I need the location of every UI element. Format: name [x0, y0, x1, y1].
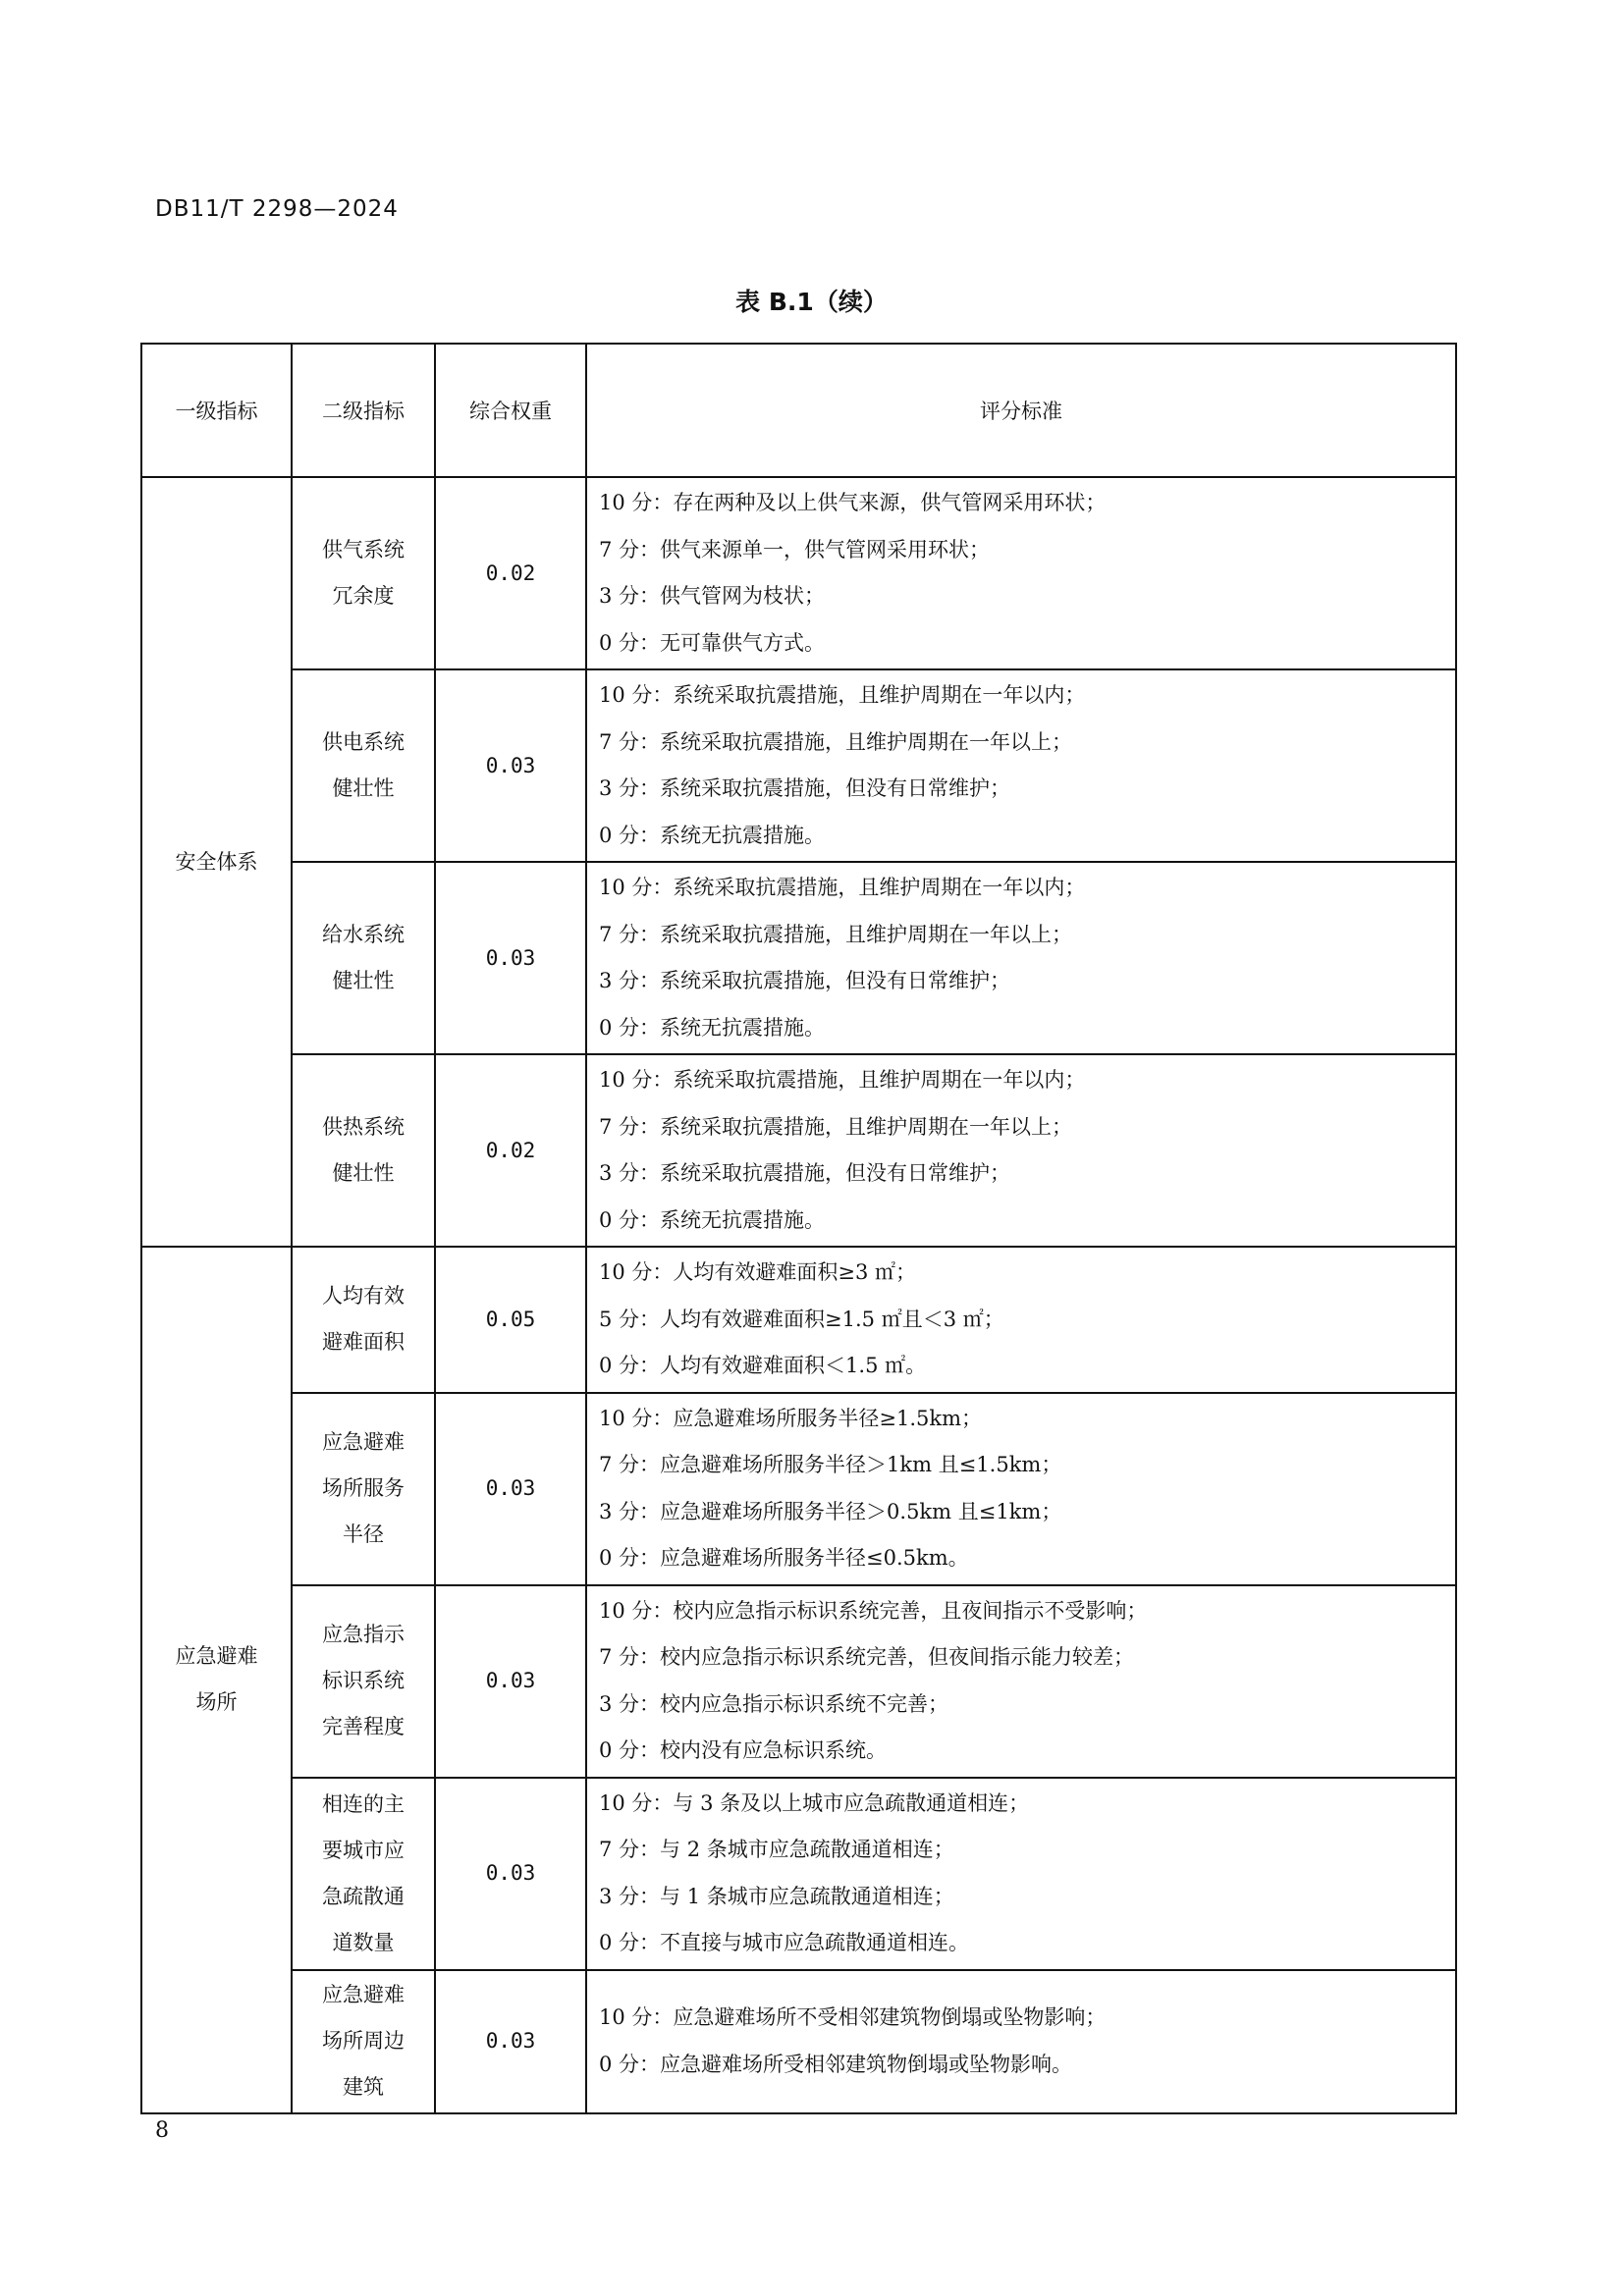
level2-indicator [292, 1054, 435, 1247]
criterion: 3 分：供气管网为枝状； [599, 584, 826, 608]
level2-indicator [292, 1247, 435, 1393]
weight-value: 0.02 [435, 1054, 586, 1247]
table-row [141, 669, 1456, 862]
weight-value: 0.02 [435, 477, 586, 669]
criterion: 7 分：系统采取抗震措施，且维护周期在一年以上； [599, 922, 1073, 946]
criterion: 3 分：校内应急指示标识系统不完善； [599, 1691, 949, 1716]
criterion: 10 分：应急避难场所不受相邻建筑物倒塌或坠物影响； [599, 2005, 1107, 2029]
criteria-cell [586, 1970, 1456, 2113]
criterion: 3 分：系统采取抗震措施，但没有日常维护； [599, 1161, 1011, 1185]
criterion: 7 分：与 2 条城市应急疏散通道相连； [599, 1838, 954, 1861]
criterion: 10 分：系统采取抗震措施，且维护周期在一年以内； [599, 683, 1086, 707]
criterion: 10 分：校内应急指示标识系统完善，且夜间指示不受影响； [599, 1598, 1148, 1623]
column-header-weight: 综合权重 [435, 344, 586, 477]
level2-line: 健壮性 [332, 969, 395, 992]
criterion: 7 分：校内应急指示标识系统完善，但夜间指示能力较差； [599, 1645, 1135, 1669]
scoring-table [140, 343, 1457, 2114]
level2-line: 场所服务 [322, 1476, 405, 1500]
level2-line: 冗余度 [332, 584, 395, 608]
level2-line: 应急避难 [322, 1430, 405, 1454]
level1-line: 应急避难 [175, 1644, 258, 1669]
criterion: 3 分：应急避难场所服务半径＞0.5km 且≤1km； [599, 1499, 1062, 1523]
table-header-row [141, 344, 1456, 477]
criterion: 7 分：系统采取抗震措施，且维护周期在一年以上； [599, 1114, 1073, 1139]
criteria-cell [586, 669, 1456, 862]
table-row [141, 1247, 1456, 1393]
criterion: 0 分：不直接与城市应急疏散通道相连。 [599, 1931, 970, 1954]
criterion: 10 分：应急避难场所服务半径≥1.5km； [599, 1406, 983, 1430]
level2-line: 场所周边 [322, 2029, 405, 2053]
document-id: DB11/T 2298—2024 [155, 196, 399, 222]
level2-indicator [292, 669, 435, 862]
criterion: 0 分：系统无抗震措施。 [599, 823, 826, 847]
weight-value: 0.03 [435, 1585, 586, 1778]
level2-line: 标识系统 [322, 1669, 405, 1692]
level2-line: 避难面积 [322, 1330, 405, 1355]
level2-line: 建筑 [343, 2075, 384, 2099]
level2-indicator [292, 1970, 435, 2113]
criterion: 10 分：与 3 条及以上城市应急疏散通道相连； [599, 1790, 1030, 1815]
level1-indicator: 安全体系 [141, 477, 292, 1247]
weight-value: 0.03 [435, 669, 586, 862]
criterion: 10 分：系统采取抗震措施，且维护周期在一年以内； [599, 876, 1086, 899]
criterion: 0 分：校内没有应急标识系统。 [599, 1738, 888, 1762]
level2-line: 要城市应 [322, 1838, 405, 1862]
column-header-level1: 一级指标 [141, 344, 292, 477]
column-header-level2: 二级指标 [292, 344, 435, 477]
criterion: 0 分：系统无抗震措施。 [599, 1015, 826, 1040]
table-row [141, 1970, 1456, 2113]
criterion: 0 分：系统无抗震措施。 [599, 1207, 826, 1232]
table-row [141, 1393, 1456, 1585]
weight-value: 0.03 [435, 1970, 586, 2113]
page-number: 8 [155, 2118, 169, 2143]
criterion: 7 分：应急避难场所服务半径＞1km 且≤1.5km； [599, 1453, 1062, 1476]
criteria-cell [586, 1778, 1456, 1970]
level2-line: 应急指示 [322, 1623, 405, 1646]
weight-value: 0.05 [435, 1247, 586, 1393]
level2-line: 相连的主 [322, 1791, 405, 1816]
criterion: 5 分：人均有效避难面积≥1.5 ㎡且＜3 ㎡； [599, 1307, 1004, 1331]
table-row [141, 1585, 1456, 1778]
criterion: 3 分：系统采取抗震措施，但没有日常维护； [599, 969, 1011, 992]
criterion: 0 分：应急避难场所受相邻建筑物倒塌或坠物影响。 [599, 2052, 1073, 2076]
level2-line: 供气系统 [322, 538, 405, 561]
level2-line: 供热系统 [322, 1115, 405, 1139]
column-header-criteria: 评分标准 [586, 344, 1456, 477]
weight-value: 0.03 [435, 1778, 586, 1970]
level2-line: 健壮性 [332, 776, 395, 800]
level2-line: 给水系统 [322, 923, 405, 946]
table-row [141, 1054, 1456, 1247]
criteria-cell [586, 1585, 1456, 1778]
table-caption: 表 B.1（续） [735, 288, 888, 316]
criterion: 0 分：人均有效避难面积＜1.5 ㎡。 [599, 1354, 927, 1377]
level1-line: 场所 [195, 1690, 238, 1715]
level2-line: 道数量 [332, 1930, 395, 1954]
criteria-cell [586, 1054, 1456, 1247]
level1-indicator [141, 1247, 292, 2113]
level2-line: 人均有效 [322, 1284, 405, 1308]
level2-line: 应急避难 [322, 1983, 405, 2006]
level2-line: 供电系统 [322, 730, 405, 754]
criterion: 7 分：系统采取抗震措施，且维护周期在一年以上； [599, 729, 1073, 754]
level2-line: 半径 [343, 1522, 384, 1546]
level2-line: 健壮性 [332, 1161, 395, 1185]
criterion: 10 分：系统采取抗震措施，且维护周期在一年以内； [599, 1068, 1086, 1092]
level2-indicator [292, 1393, 435, 1585]
criterion: 7 分：供气来源单一，供气管网采用环状； [599, 537, 991, 561]
criterion: 3 分：系统采取抗震措施，但没有日常维护； [599, 776, 1011, 800]
criterion: 10 分：存在两种及以上供气来源，供气管网采用环状； [599, 491, 1107, 514]
level2-indicator [292, 1585, 435, 1778]
criterion: 10 分：人均有效避难面积≥3 ㎡； [599, 1260, 917, 1284]
criterion: 0 分：无可靠供气方式。 [599, 630, 826, 655]
weight-value: 0.03 [435, 862, 586, 1054]
criterion: 3 分：与 1 条城市应急疏散通道相连； [599, 1884, 954, 1908]
level2-indicator [292, 477, 435, 669]
level2-line: 急疏散通 [322, 1884, 405, 1908]
weight-value: 0.03 [435, 1393, 586, 1585]
criteria-cell [586, 1247, 1456, 1393]
criteria-cell [586, 862, 1456, 1054]
level2-indicator [292, 862, 435, 1054]
table-row [141, 1778, 1456, 1970]
criterion: 0 分：应急避难场所服务半径≤0.5km。 [599, 1546, 969, 1570]
table-row [141, 477, 1456, 669]
criteria-cell [586, 477, 1456, 669]
level2-indicator [292, 1778, 435, 1970]
criteria-cell [586, 1393, 1456, 1585]
level2-line: 完善程度 [322, 1715, 405, 1738]
table-row [141, 862, 1456, 1054]
